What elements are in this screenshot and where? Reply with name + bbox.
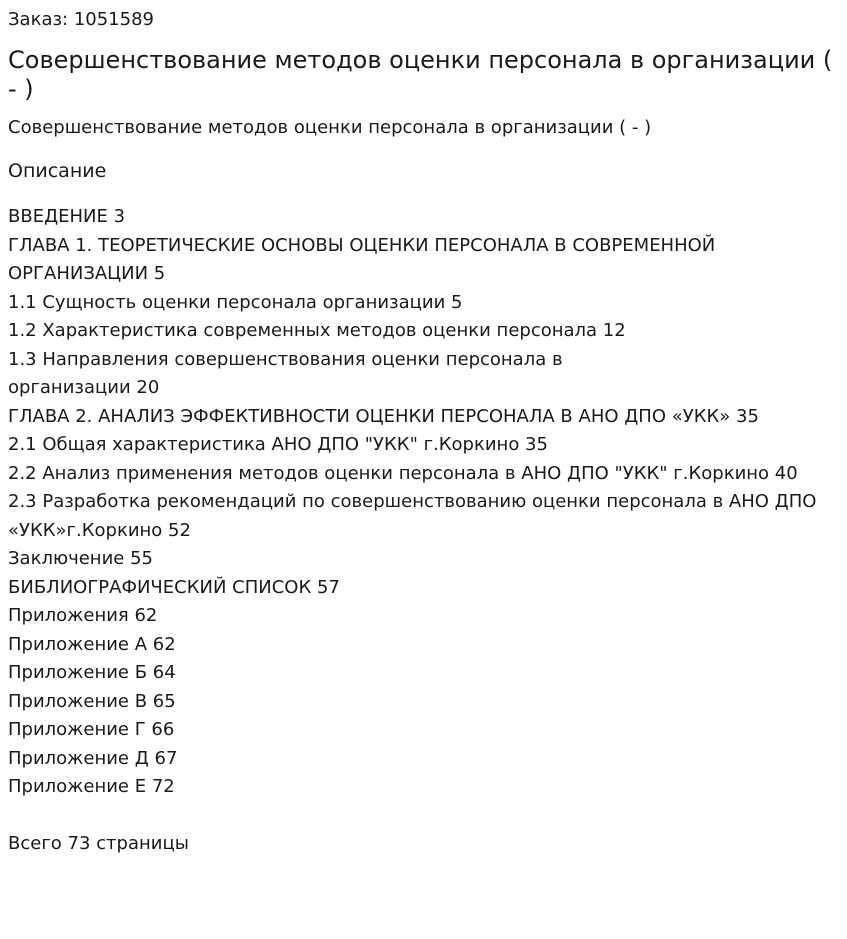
spacer xyxy=(8,802,839,831)
toc-item: ГЛАВА 2. АНАЛИЗ ЭФФЕКТИВНОСТИ ОЦЕНКИ ПЕРСОНАЛА В АНО ДПО «УКК» 35 xyxy=(8,405,759,427)
total-pages: Всего 73 страницы xyxy=(8,833,189,854)
toc-item: БИБЛИОГРАФИЧЕСКИЙ СПИСОК 57 xyxy=(8,576,340,598)
table-of-contents xyxy=(8,203,828,802)
page-title: Совершенствование методов оценки персонала в организации ( - ) xyxy=(8,46,833,103)
toc-item: 2.1 Общая характеристика АНО ДПО "УКК" г.Коркино 35 xyxy=(8,434,548,455)
toc-item: 2.3 Разработка рекомендаций по совершенствованию оценки персонала в АНО ДПО «УКК»г.Коркино 52 xyxy=(8,491,817,541)
toc-item: Приложение В 65 xyxy=(8,690,176,712)
toc-item: организации 20 xyxy=(8,377,160,398)
toc-item: 1.2 Характеристика современных методов оценки персонала 12 xyxy=(8,320,626,341)
toc-item: Приложение Е 72 xyxy=(8,776,175,797)
toc-item: 2.2 Анализ применения методов оценки персонала в АНО ДПО "УКК" г.Коркино 40 xyxy=(8,462,798,484)
toc-item: Приложение Г 66 xyxy=(8,719,175,740)
toc-item: 1.1 Сущность оценки персонала организации 5 xyxy=(8,291,463,313)
toc-item: Приложения 62 xyxy=(8,605,158,626)
toc-item: ВВЕДЕНИЕ 3 xyxy=(8,206,126,227)
toc-item: Приложение Б 64 xyxy=(8,662,176,683)
toc-item: Заключение 55 xyxy=(8,548,153,569)
toc-item: ГЛАВА 1. ТЕОРЕТИЧЕСКИЕ ОСНОВЫ ОЦЕНКИ ПЕРСОНАЛА В СОВРЕМЕННОЙ ОРГАНИЗАЦИИ 5 xyxy=(8,234,716,284)
toc-item: Приложение А 62 xyxy=(8,633,176,655)
order-number: Заказ: 1051589 xyxy=(8,9,154,30)
toc-item: 1.3 Направления совершенствования оценки персонала в xyxy=(8,348,563,370)
toc-item: Приложение Д 67 xyxy=(8,747,178,769)
page-subtitle: Совершенствование методов оценки персонала в организации ( - ) xyxy=(8,117,652,138)
description-label: Описание xyxy=(8,160,107,182)
